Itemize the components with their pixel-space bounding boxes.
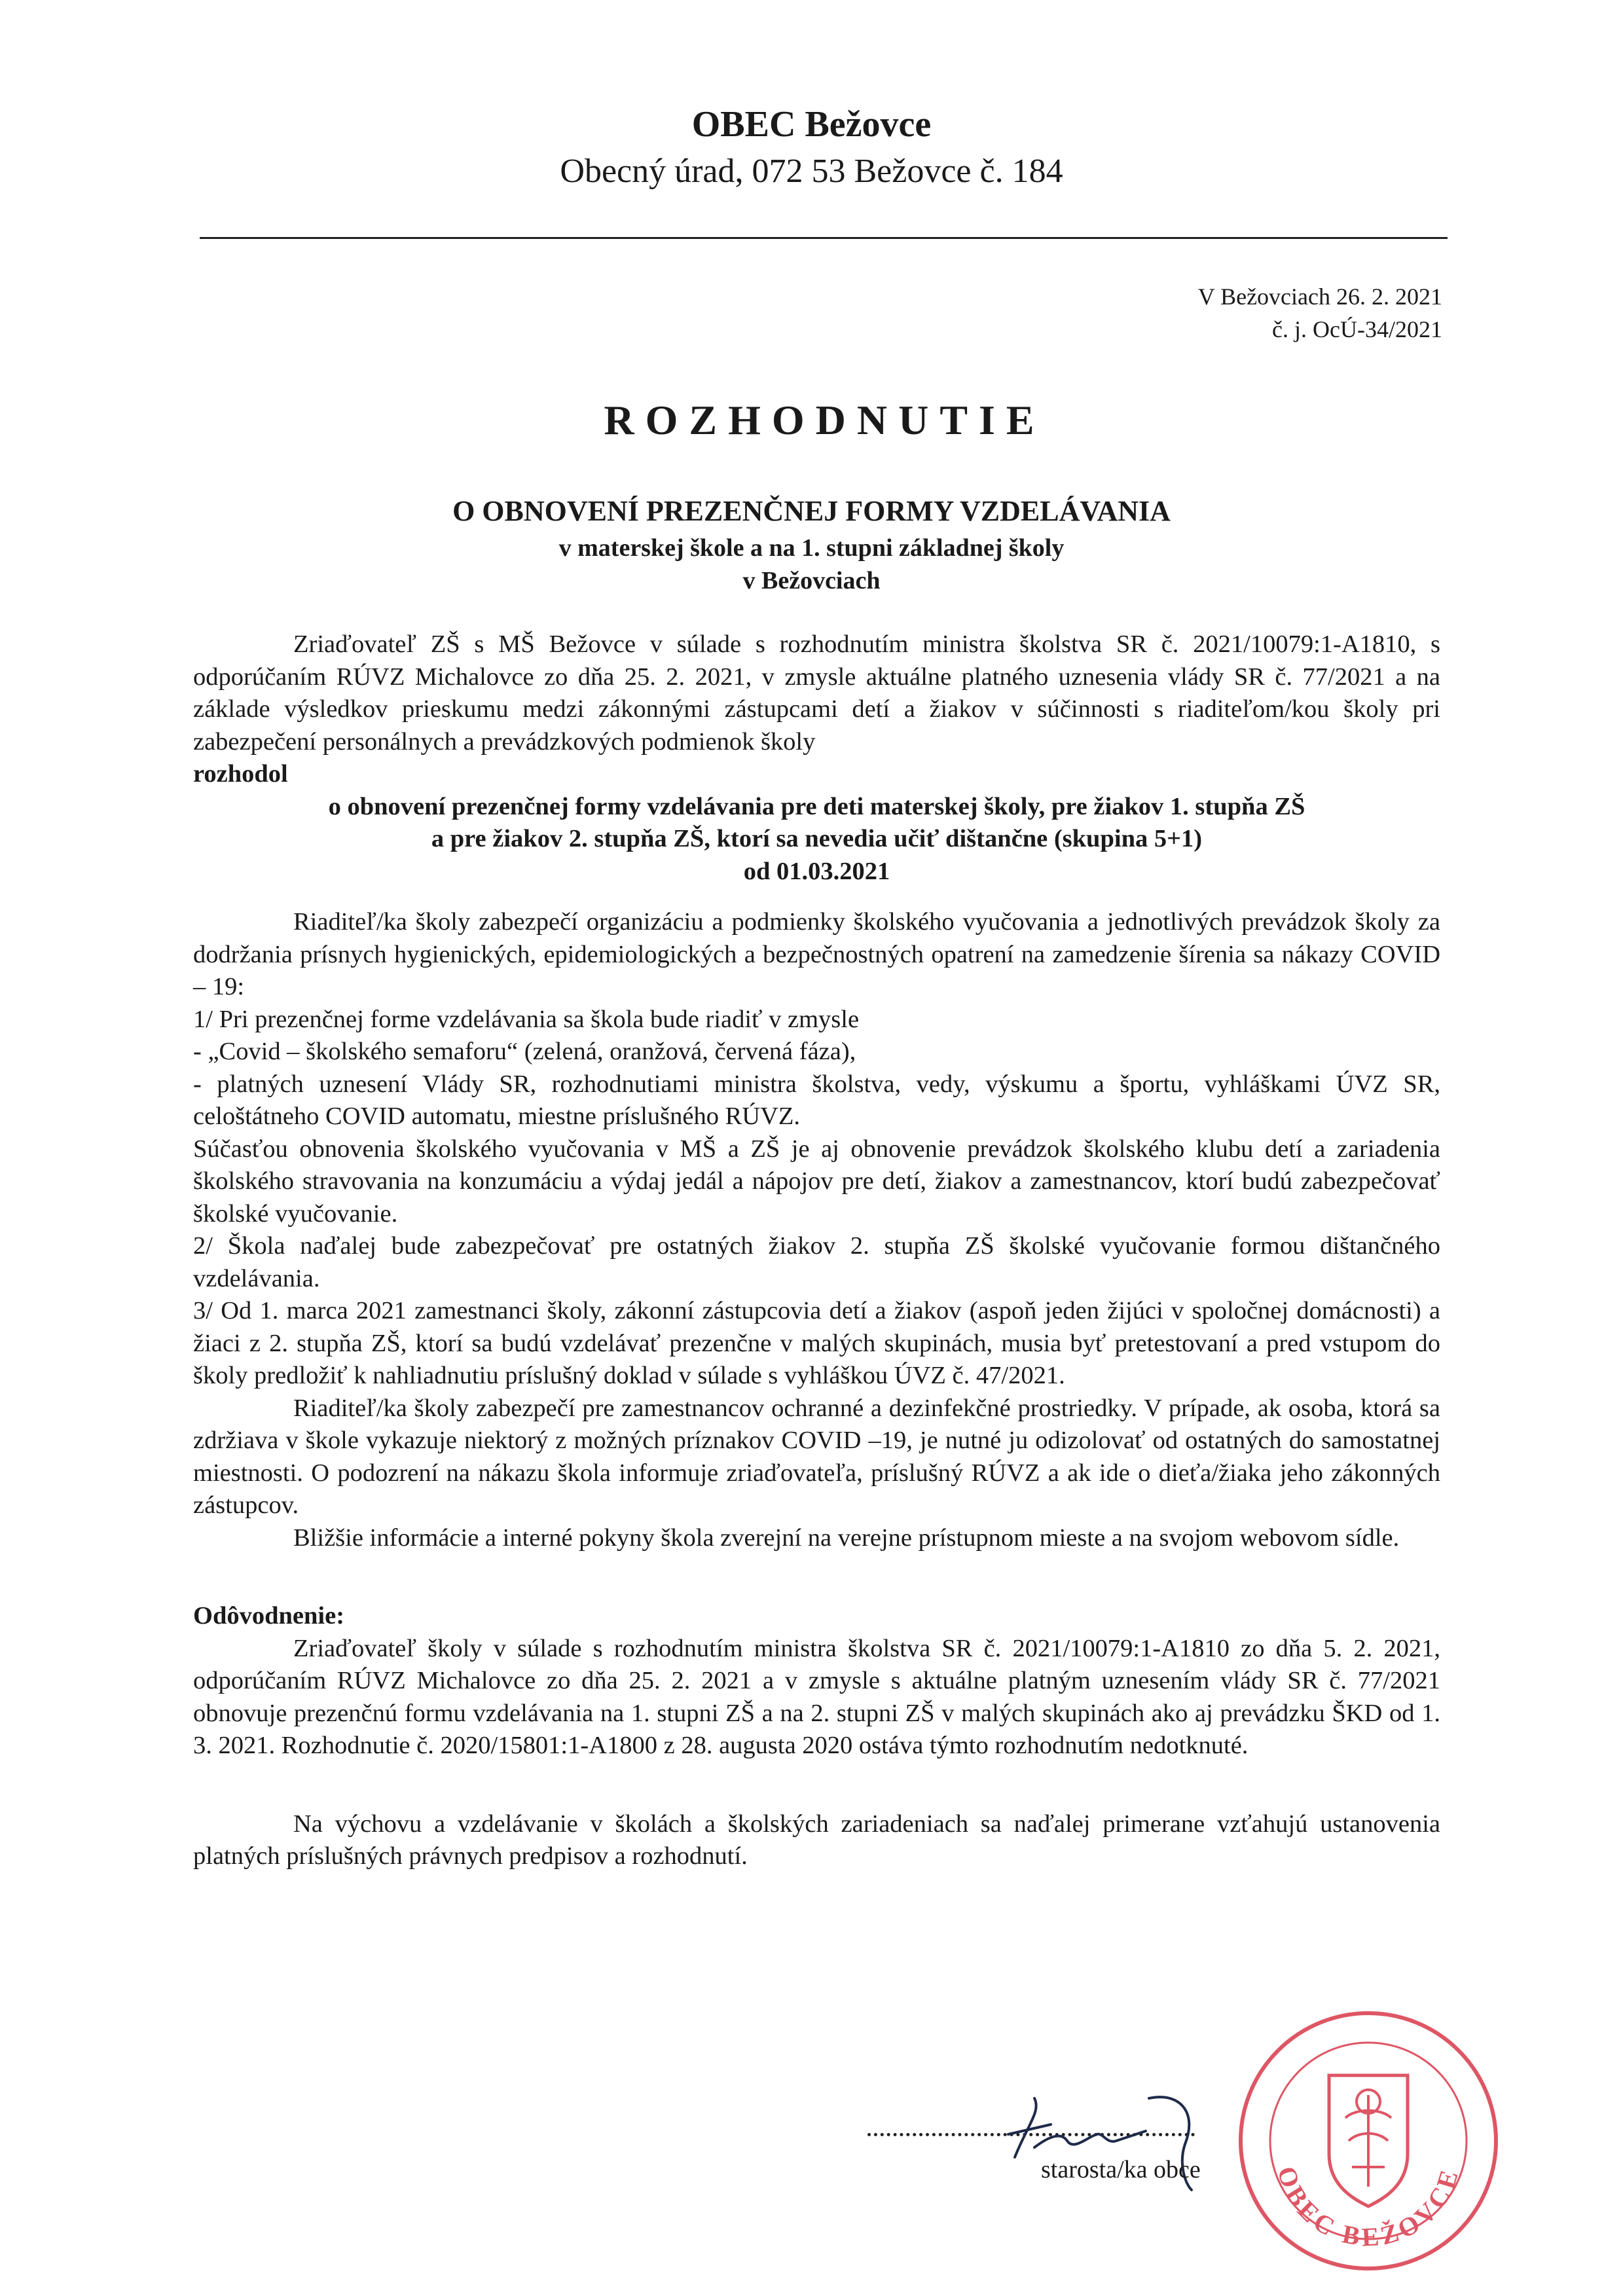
point-1-semaphore: - „Covid – školského semaforu“ (zelená, oranžová, červená fáza), [193, 1038, 856, 1065]
decision-effective-date: od 01.03.2021 [743, 857, 890, 885]
organization-address: Obecný úrad, 072 53 Bežovce č. 184 [560, 153, 1063, 190]
organization-name: OBEC Bežovce [691, 104, 932, 145]
signature-role-label: starosta/ka obce [1041, 2156, 1201, 2183]
reasoning-heading: Odôvodnenie: [193, 1602, 345, 1630]
document-subtitle-line-3: v Bežovciach [742, 567, 881, 594]
document-date: V Bežovciach 26. 2. 2021 [1197, 283, 1442, 310]
document-body [193, 629, 1440, 1873]
document-subtitle-line-2: v materskej škole a na 1. stupni základnej školy [558, 534, 1065, 562]
decision-line-2: a pre žiakov 2. stupňa ZŠ, ktorí sa nevedia učiť dištančne (skupina 5+1) [431, 825, 1203, 852]
reference-number: č. j. OcÚ-34/2021 [1272, 316, 1442, 342]
intro-paragraph: Zriaďovateľ ZŠ s MŠ Bežovce v súlade s rozhodnutím ministra školstva SR č. 2021/10079:1-A1810, s odporúčaním RÚVZ Michalovce zo dňa 25. 2. 2021, v zmysle aktuálne platného uznesenia vlády SR č. 77/2021 a na základe výsledkov prieskumu medzi zákonnými zástupcami detí a žiakov v súčinnosti s riaditeľom/kou školy pri zabezpečení personálnych a prevádzkových podmienok školy [193, 630, 1440, 756]
decision-line-1: o obnovení prezenčnej formy vzdelávania pre deti materskej školy, pre žiakov 1. stupňa ZŠ [328, 792, 1305, 820]
point-3: 3/ Od 1. marca 2021 zamestnanci školy, zákonní zástupcovia detí a žiakov (aspoň jeden žijúci v spoločnej domácnosti) a žiaci z 2. stupňa ZŠ, ktorí sa budú vzdelávať prezenčne v malých skupinách, musia byť pretestovaní a pred vstupom do školy predložiť k nahliadnutiu príslušný doklad v súlade s vyhláškou ÚVZ č. 47/2021. [193, 1297, 1440, 1389]
document-title: ROZHODNUTIE [604, 397, 1046, 443]
point-2: 2/ Škola naďalej bude zabezpečovať pre ostatných žiakov 2. stupňa ZŠ školské vyučovanie formou dištančného vzdelávania. [193, 1232, 1440, 1292]
point-1-regulations: - platných uznesení Vlády SR, rozhodnutiami ministra školstva, vedy, výskumu a športu, vyhláškami ÚVZ SR, celoštátneho COVID automatu, miestne príslušného RÚVZ. [193, 1070, 1440, 1130]
point-1: 1/ Pri prezenčnej forme vzdelávania sa škola bude riadiť v zmysle [193, 1005, 860, 1033]
point-1-services: Súčasťou obnovenia školského vyučovania v MŠ a ZŠ je aj obnovenie prevádzok školského klubu detí a zariadenia školského stravovania na konzumáciu a výdaj jedál a nápojov pre detí, žiakov a zamestnancov, ktorí budú zabezpečovať školské vyučovanie. [193, 1135, 1440, 1228]
municipal-stamp-icon [1231, 2003, 1506, 2278]
reasoning-paragraph: Zriaďovateľ školy v súlade s rozhodnutím ministra školstva SR č. 2021/10079:1-A1810 zo dňa 5. 2. 2021, odporúčaním RÚVZ Michalovce zo dňa 25. 2. 2021 a v zmysle s aktuálne platným uznesením vlády SR č. 77/2021 obnovuje prezenčnú formu vzdelávania na 1. stupni ZŠ a na 2. stupni ZŠ v malých skupinách ako aj prevádzku ŠKD od 1. 3. 2021. Rozhodnutie č. 2020/15801:1-A1800 z 28. augusta 2020 ostáva týmto rozhodnutím nedotknuté. [193, 1634, 1440, 1759]
protection-paragraph: Riaditeľ/ka školy zabezpečí pre zamestnancov ochranné a dezinfekčné prostriedky. V prípade, ak osoba, ktorá sa zdržiava v škole vykazuje niektorý z možných príznakov COVID –19, je nutné ju odizolovať od ostatných do samostatnej miestnosti. O podozrení na nákazu škola informuje zriaďovateľa, príslušný RÚVZ a ak ide o dieťa/žiaka jeho zákonných zástupcov. [193, 1394, 1440, 1519]
header-divider [200, 237, 1448, 239]
stamp-text: OBEC BEŽOVCE [1271, 2162, 1465, 2252]
decision-verb: rozhodol [193, 760, 288, 788]
director-paragraph: Riaditeľ/ka školy zabezpečí organizáciu a podmienky školského vyučovania a jednotlivých prevádzok školy za dodržania prísnych hygienických, epidemiologických a bezpečnostných opatrení na zamedzenie šírenia sa nákazy COVID – 19: [193, 908, 1440, 1000]
information-paragraph: Bližšie informácie a interné pokyny škola zverejní na verejne prístupnom mieste a na svojom webovom sídle. [293, 1523, 1400, 1552]
closing-paragraph: Na výchovu a vzdelávanie v školách a školských zariadeniach sa naďalej primerane vzťahujú ustanovenia platných príslušných právnych predpisov a rozhodnutí. [193, 1810, 1440, 1870]
document-subtitle: O OBNOVENÍ PREZENČNEJ FORMY VZDELÁVANIA [452, 495, 1171, 527]
